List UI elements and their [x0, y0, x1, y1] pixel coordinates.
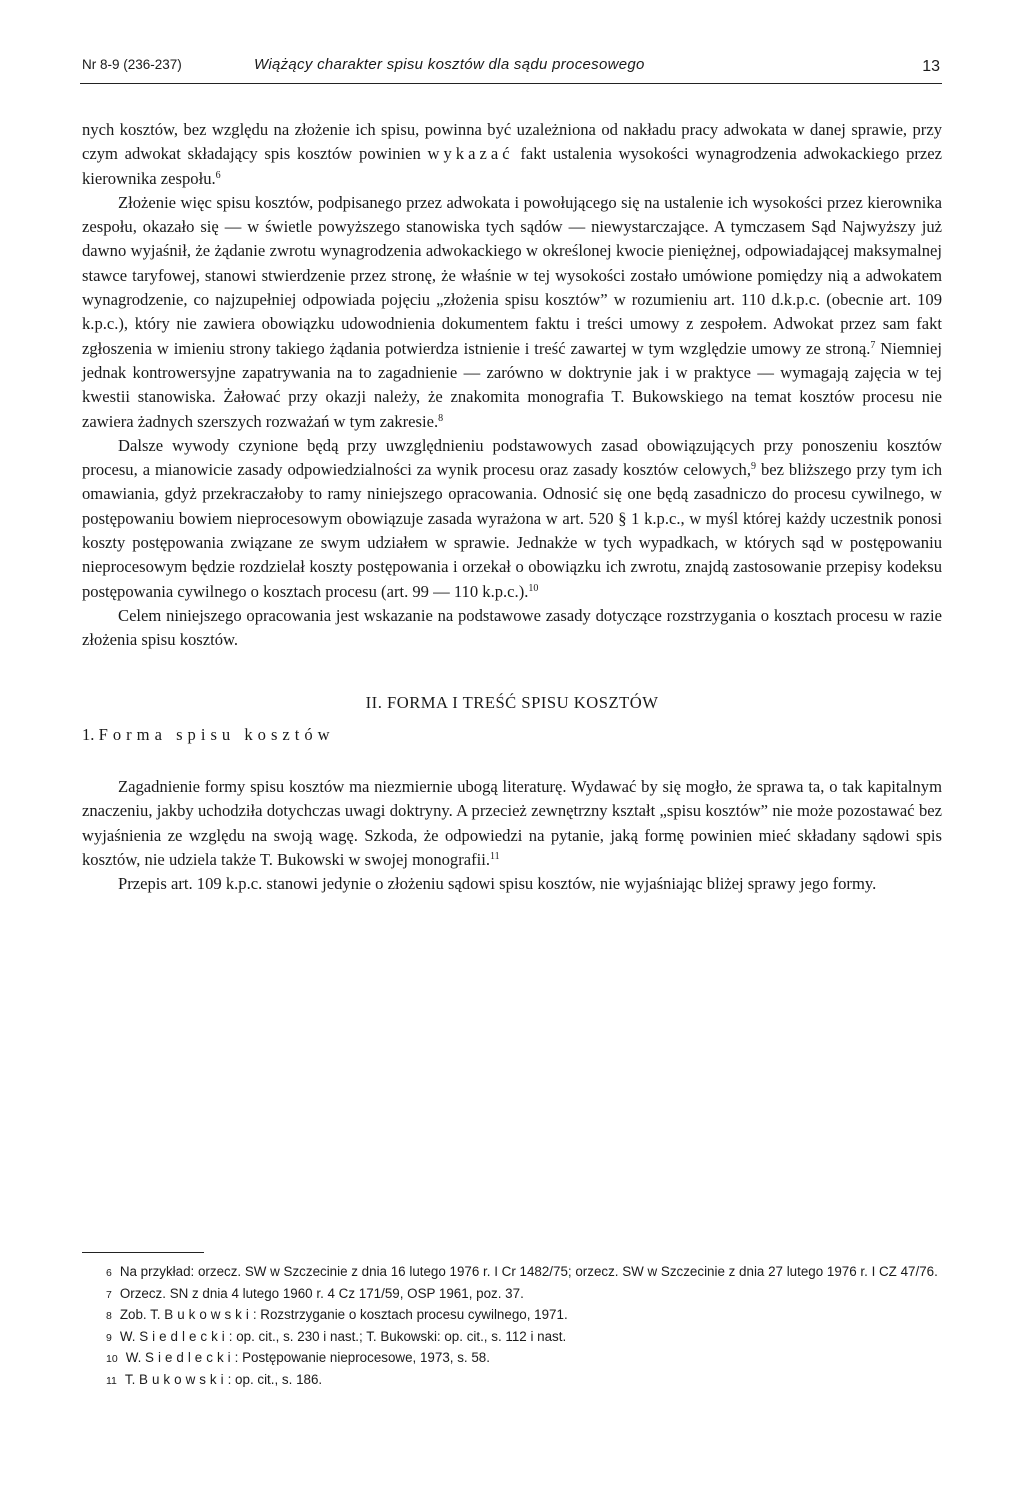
footnote-author: Bukowski	[164, 1307, 253, 1323]
footnote-text: Orzecz. SN z dnia 4 lutego 1960 r. 4 Cz 171/59, OSP 1961, poz. 37.	[119, 1285, 524, 1301]
footnote-author: Siedlecki	[139, 1328, 229, 1344]
paragraph-2	[82, 191, 942, 434]
running-header	[82, 54, 942, 76]
page-number: 13	[922, 58, 940, 75]
header-rule	[80, 83, 942, 84]
footnote-text-tail: : Postępowanie nieprocesowe, 1973, s. 58.	[234, 1350, 490, 1366]
footnote-text: Na przykład: orzecz. SW w Szczecinie z dnia 16 lutego 1976 r. I Cr 1482/75; orzecz. SW w Szczecinie z dnia 27 lutego 1976 r. I CZ 47/76.	[119, 1264, 938, 1279]
footnote-7	[82, 1284, 942, 1306]
footnote-text: W.	[125, 1350, 146, 1366]
spaced-emphasis: wykazać	[427, 144, 514, 164]
footnote-text-tail: : op. cit., s. 186.	[227, 1371, 323, 1387]
paragraph-1-text: nych kosztów, bez względu na złożenie ich spisu, powinna być uzależniona od nakładu pracy adwokata w danej sprawie, przy czym adwokat składający spis kosztów powinien	[82, 120, 942, 164]
footnote-ref-7[interactable]: 7	[870, 339, 876, 351]
paragraph-1-tail: fakt ustalenia wysokości wynagrodzenia adwokackiego przez kierownika zespołu.	[82, 144, 942, 188]
footnote-ref-11[interactable]: 11	[490, 851, 500, 863]
paragraph-3-text-a: Dalsze wywody czynione będą przy uwzględnieniu podstawowych zasad obowiązujących przy ponoszeniu kosztów procesu, a mianowicie zasady odpowiedzialności za wynik procesu oraz zasady kosztów celowych,	[82, 435, 942, 480]
footnote-number: 7	[106, 1288, 112, 1301]
footnote-text: W.	[119, 1328, 140, 1344]
paragraph-3-text-b: bez bliższego przy tym ich omawiania, gdyż przekraczałoby to ramy niniejszego opracowania. Odnosić się one będą zasadniczo do procesu cywilnego, w postępowaniu bowiem nieprocesowym obowiązuje zasada wyrażona w art. 520 § 1 k.p.c., w myśl której każdy uczestnik ponosi koszty postępowania związane ze swym udziałem w sprawie. Jednakże w tych wypadkach, w których sąd w postępowaniu nieprocesowym będzie rozdzielał koszty postępowania i orzekał o obowiązku ich zwrotu, znajdą zastosowanie przepisy kodeksu postępowania cywilnego o kosztach procesu (art. 99 — 110 k.p.c.).	[82, 460, 942, 601]
footnote-6	[82, 1262, 942, 1284]
footnote-11	[82, 1370, 942, 1392]
footnote-ref-6[interactable]: 6	[215, 169, 221, 181]
paragraph-5-text: Zagadnienie formy spisu kosztów ma niezmiernie ubogą literaturę. Wydawać by się mogło, że sprawa ta, o tak kapitalnym znaczeniu, jakby uchodziła dotychczas uwagi doktryny. A przecież zewnętrzny kształt „spisu kosztów” nie może pozostawać bez wyjaśnienia ze względu na swoją wagę. Szkoda, że odpowiedzi na pytanie, jaką formę powinien mieć składany sądowi spis kosztów, nie udziela także T. Bukowski w swojej monografii.	[82, 777, 942, 870]
footnote-number: 10	[106, 1353, 118, 1366]
footnote-8	[82, 1305, 942, 1327]
paragraph-2-text-a: Złożenie więc spisu kosztów, podpisanego przez adwokata i powołującego się na ustalenie ich wysokości przez kierownika zespołu, okazało się — w świetle powyższego stanowiska tych sądów — niewystarczające. A tymczasem Sąd Najwyższy już dawno wyjaśnił, że żądanie zwrotu wynagrodzenia adwokackiego w określonej kwocie pieniężnej, odpowiadającej maksymalnej stawce taryfowej, stanowi stwierdzenie przez stronę, że właśnie w tej wysokości zostało umówione pomiędzy nią a adwokatem wynagrodzenie, co najzupełniej odpowiada pojęciu „złożenia spisu kosztów” w rozumieniu art. 110 d.k.p.c. (obecnie art. 109 k.p.c.), który nie zawiera obowiązku udowodnienia dokumentem faktu i treści umowy z zespołem. Adwokat przez sam fakt zgłoszenia w imieniu strony takiego żądania potwierdza istnienie i treść zawartej w tym względzie umowy ze stroną.	[82, 192, 942, 358]
footnote-text: Zob. T.	[119, 1307, 165, 1323]
footnote-text: T.	[124, 1371, 140, 1387]
footnote-ref-8[interactable]: 8	[438, 412, 444, 424]
issue-number: Nr 8-9 (236-237)	[82, 57, 182, 72]
footnote-rule	[82, 1252, 204, 1253]
running-title: Wiążący charakter spisu kosztów dla sądu procesowego	[254, 56, 645, 73]
paragraph-6: Przepis art. 109 k.p.c. stanowi jedynie o złożeniu sądowi spisu kosztów, nie wyjaśniając bliżej sprawy jego formy.	[118, 874, 877, 894]
footnote-text-tail: : Rozstrzyganie o kosztach procesu cywilnego, 1971.	[252, 1307, 568, 1323]
footnote-9	[82, 1327, 942, 1349]
subsection-title: Forma spisu kosztów	[98, 724, 335, 744]
section-title: II. FORMA I TREŚĆ SPISU KOSZTÓW	[365, 692, 659, 712]
paragraph-5	[82, 775, 942, 872]
paragraph-2-text-b: Niemniej jednak kontrowersyjne zapatrywania na to zagadnienie — zarówno w doktrynie jak i w praktyce — wymagają zajęcia w tej kwestii stanowiska. Żałować przy okazji należy, że znakomita monografia T. Bukowskiego na temat kosztów procesu nie zawiera żadnych szerszych rozważań w tym zakresie.	[82, 338, 943, 431]
body-text	[82, 118, 942, 897]
footnote-ref-10[interactable]: 10	[528, 582, 539, 594]
footnote-10	[82, 1348, 942, 1370]
subsection-heading	[82, 723, 942, 747]
paragraph-3	[82, 434, 942, 604]
footnote-number: 6	[106, 1267, 112, 1279]
footnote-number: 8	[106, 1310, 112, 1323]
footnote-number: 11	[106, 1374, 117, 1387]
footnote-ref-9[interactable]: 9	[751, 461, 757, 473]
footnote-text-tail: : op. cit., s. 230 i nast.; T. Bukowski: op. cit., s. 112 i nast.	[228, 1328, 567, 1344]
subsection-number: 1.	[82, 724, 95, 744]
footnote-author: Siedlecki	[145, 1350, 235, 1366]
footnotes	[82, 1262, 942, 1392]
paragraph-4: Celem niniejszego opracowania jest wskazanie na podstawowe zasady dotyczące rozstrzygania o kosztach procesu w razie złożenia spisu kosztów.	[82, 605, 942, 650]
footnote-author: Bukowski	[139, 1371, 228, 1387]
footnote-number: 9	[106, 1331, 112, 1344]
paragraph-1	[82, 118, 942, 191]
